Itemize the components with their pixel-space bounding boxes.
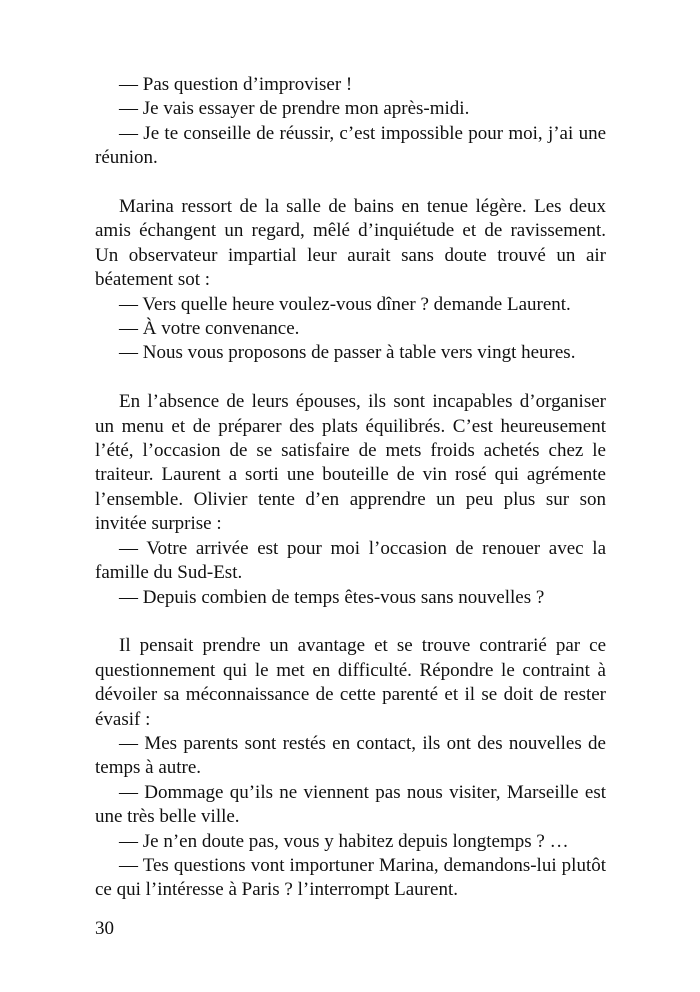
dialogue-line: — Nous vous proposons de passer à table vers vingt heures. xyxy=(119,342,576,364)
narrative-paragraph: En l’absence de leurs épouses, ils sont incapables d’organiser un menu et de préparer des plats équilibrés. C’est heureusement l’été, l’occasion de se satisfaire de mets froids achetés chez le traiteur. Laurent a sorti une bouteille de vin rosé qui agrémente l’ensemble. Olivier tente d’en apprendre un peu plus sur son invitée surprise : xyxy=(95,391,606,535)
dialogue-line: — Je te conseille de réussir, c’est impossible pour moi, j’ai une réunion. xyxy=(95,122,606,169)
narrative-paragraph: Marina ressort de la salle de bains en tenue légère. Les deux amis échangent un regard, mêlé d’inquiétude et de ravissement. Un observateur impartial leur aurait sans doute trouvé un air béatement sot : xyxy=(95,196,606,291)
narrative-paragraph: Il pensait prendre un avantage et se trouve contrarié par ce questionnement qui le met en difficulté. Répondre le contraint à dévoiler sa méconnaissance de cette parenté et il se doit de rester évasif : xyxy=(95,635,606,730)
dialogue-line: — Dommage qu’ils ne viennent pas nous visiter, Marseille est une très belle ville. xyxy=(95,781,606,828)
dialogue-line: — Tes questions vont importuner Marina, demandons-lui plutôt ce qui l’intéresse à Paris ? l’interrompt Laurent. xyxy=(95,854,606,901)
page-number: 30 xyxy=(95,918,114,939)
dialogue-line: — À votre convenance. xyxy=(119,318,300,340)
dialogue-line: — Vers quelle heure voulez-vous dîner ? demande Laurent. xyxy=(119,293,571,315)
dialogue-line: — Pas question d’improviser ! xyxy=(119,74,353,95)
body-text xyxy=(95,73,606,903)
dialogue-line: — Votre arrivée est pour moi l’occasion de renouer avec la famille du Sud-Est. xyxy=(95,537,606,584)
dialogue-line: — Je n’en doute pas, vous y habitez depuis longtemps ? … xyxy=(119,830,569,852)
dialogue-line: — Mes parents sont restés en contact, ils ont des nouvelles de temps à autre. xyxy=(95,732,606,779)
dialogue-line: — Je vais essayer de prendre mon après-midi. xyxy=(119,98,470,120)
dialogue-line: — Depuis combien de temps êtes-vous sans nouvelles ? xyxy=(119,586,545,608)
